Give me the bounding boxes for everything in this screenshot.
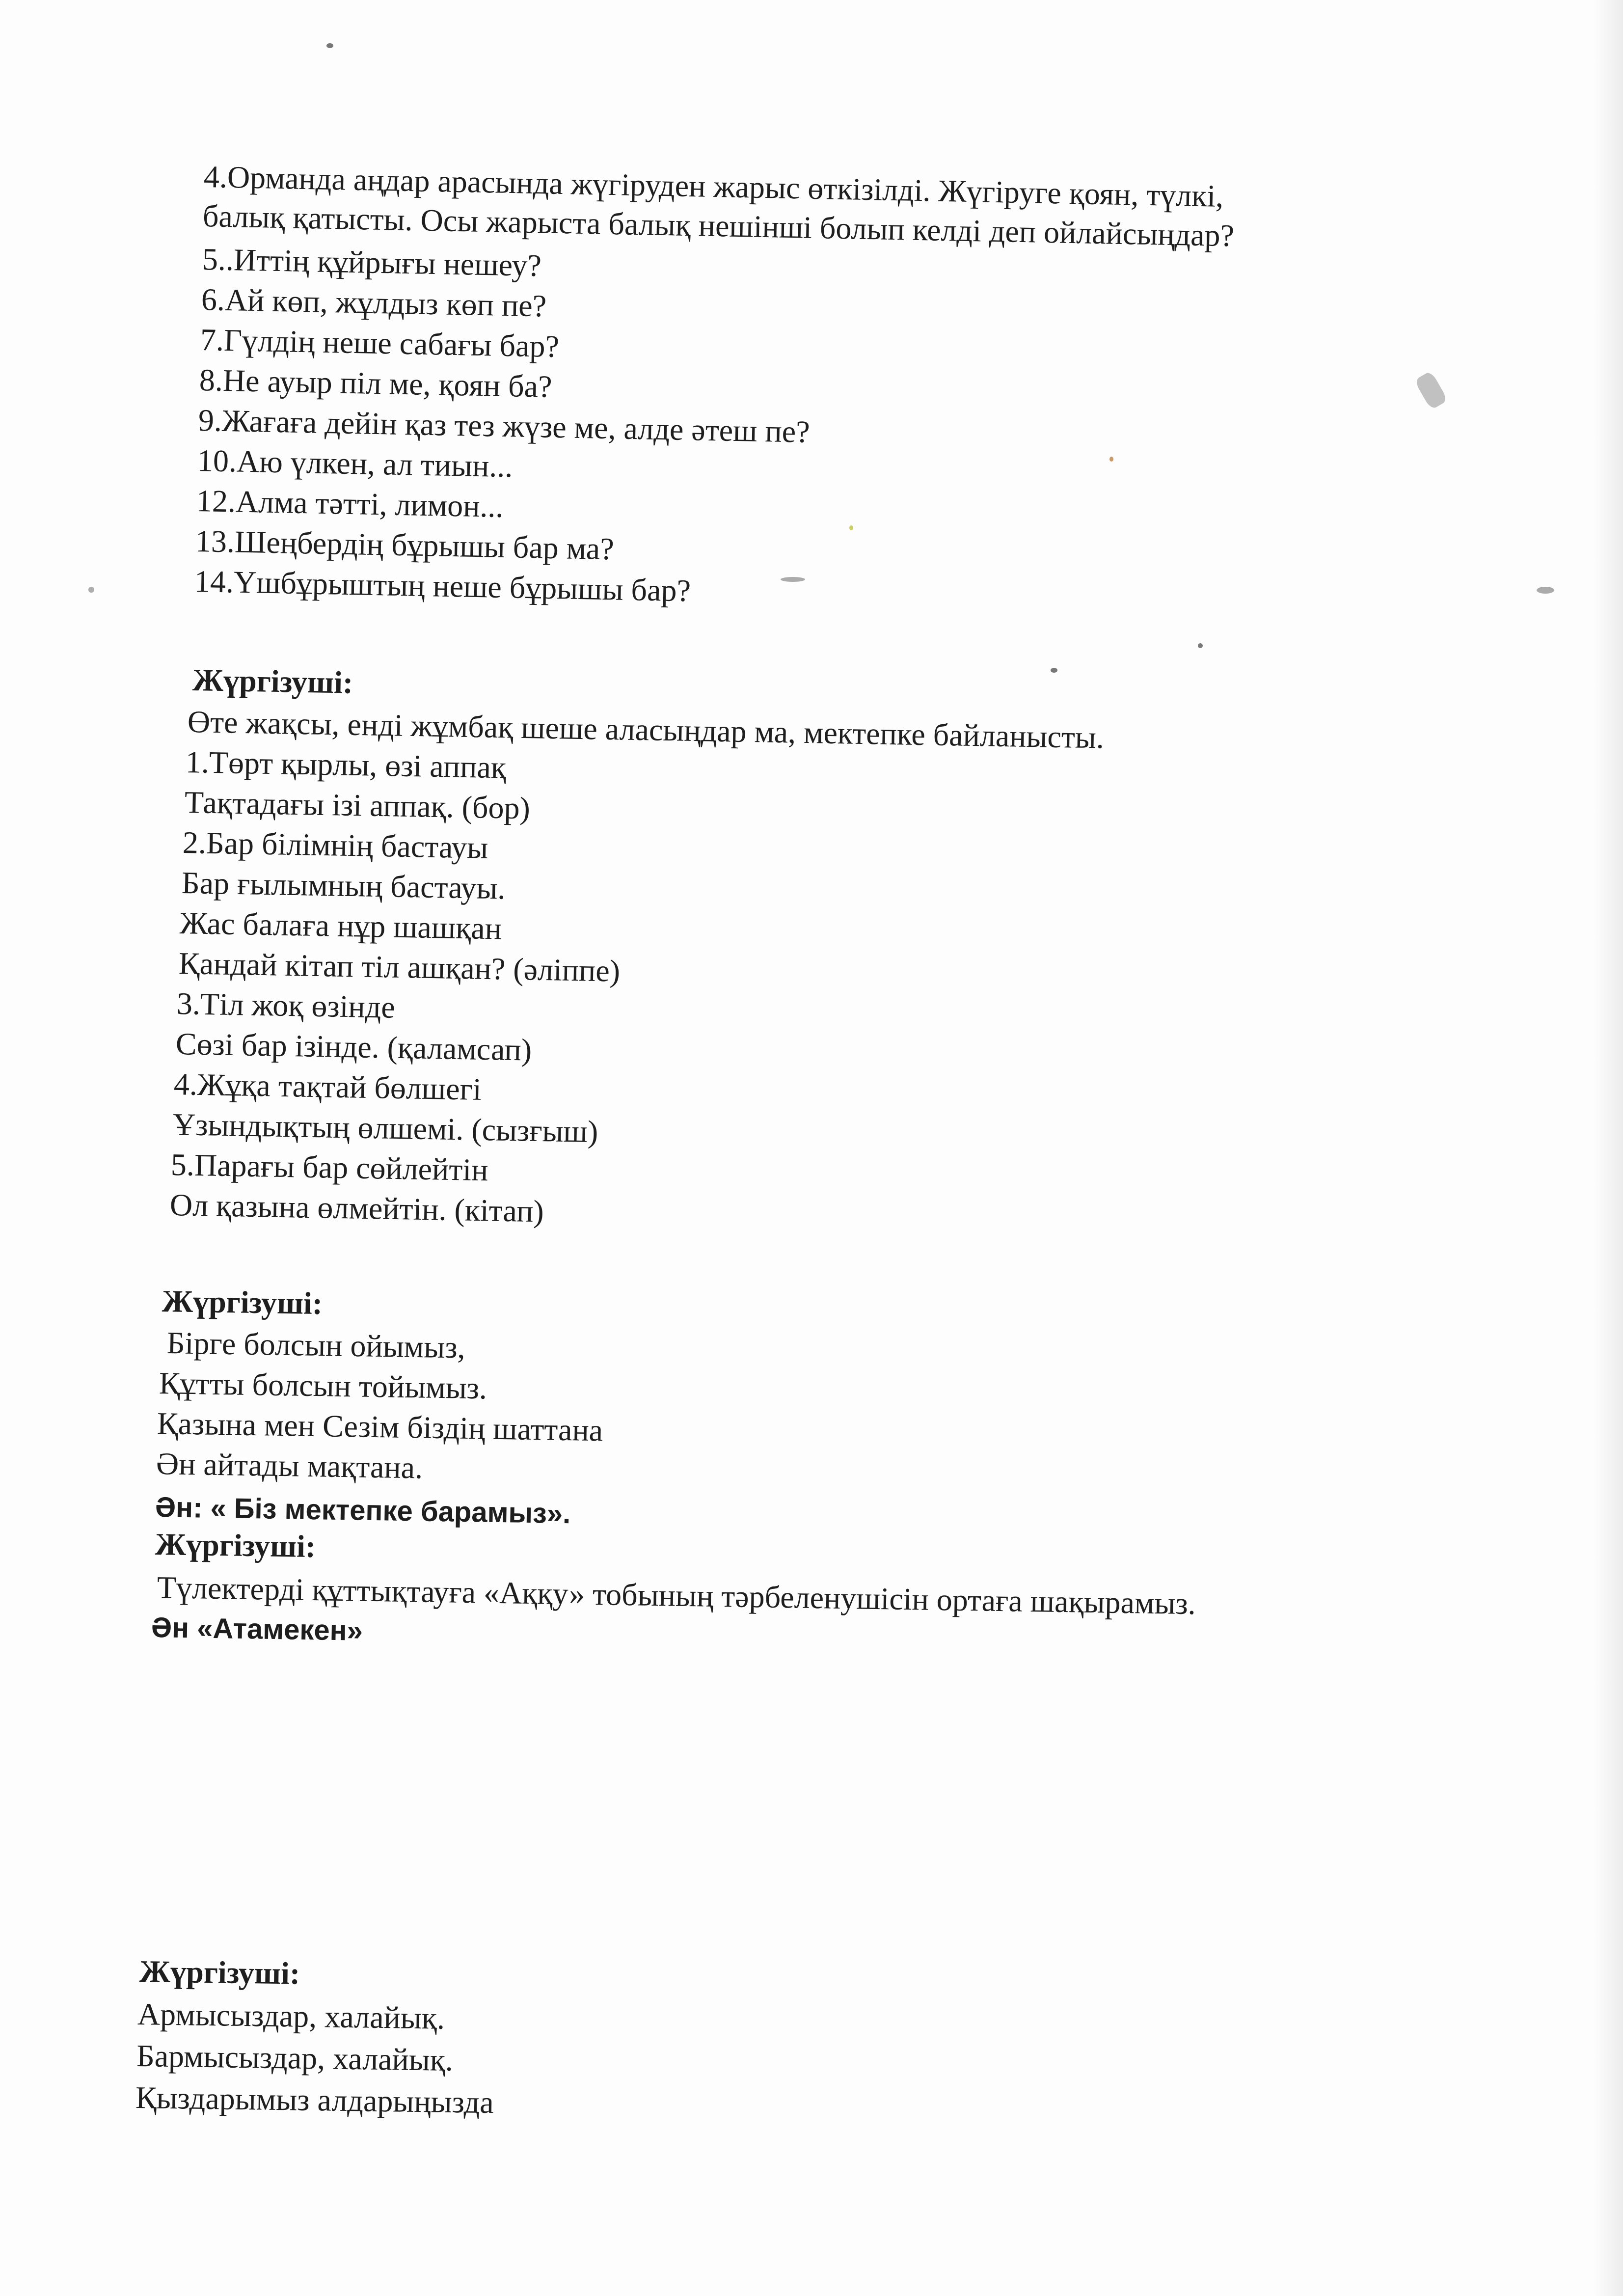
- song-title: Ән: « Біз мектепке барамыз».: [155, 1491, 571, 1530]
- invite-line: Түлектерді құттықтауға «Аққу» тобының тәрбеленушісін ортаға шақырамыз.: [157, 1570, 1196, 1621]
- question-line: 13.Шеңбердің бұрышы бар ма?: [195, 523, 615, 567]
- greeting-line: Бармысыздар, халайық.: [136, 2038, 454, 2078]
- question-line: 4.Орманда аңдар арасында жүгіруден жарыс өткізілді. Жүгіруге қоян, түлкі,: [203, 159, 1224, 214]
- scan-speck: [1537, 587, 1554, 594]
- question-line: 14.Үшбұрыштың неше бұрышы бар?: [194, 564, 691, 608]
- question-line: 8.Не ауыр піл ме, қоян ба?: [199, 362, 553, 404]
- riddle-line: Бар ғылымның бастауы.: [181, 865, 506, 906]
- scan-speck: [1414, 371, 1448, 410]
- verse-line: Қазына мен Сезім біздің шаттана: [157, 1406, 603, 1448]
- question-line: 5..Иттің құйрығы нешеу?: [202, 242, 542, 283]
- greeting-line: Армысыздар, халайық.: [137, 1996, 445, 2036]
- riddle-line: 2.Бар білімнің бастауы: [182, 825, 488, 865]
- riddle-line: 4.Жұқа тақтай бөлшегі: [173, 1066, 482, 1107]
- question-line: 9.Жағаға дейін қаз тез жүзе ме, алде әтеш пе?: [198, 403, 811, 449]
- riddle-line: 5.Парағы бар сөйлейтін: [170, 1147, 489, 1188]
- verse-line: Ән айтады мақтана.: [156, 1446, 423, 1485]
- riddle-line: Ұзындықтың өлшемі. (сызғыш): [172, 1107, 598, 1149]
- greeting-line: Қыздарымыз алдарыңызда: [135, 2080, 494, 2120]
- song-title: Ән «Атамекен»: [151, 1612, 363, 1647]
- question-line: 7.Гүлдің неше сабағы бар?: [200, 322, 560, 364]
- riddle-line: Өте жақсы, енді жұмбақ шеше аласыңдар ма, мектепке байланысты.: [187, 704, 1105, 755]
- scan-speck: [1051, 668, 1057, 673]
- riddle-line: Сөзі бар ізінде. (қаламсап): [175, 1026, 532, 1067]
- scan-speck: [781, 577, 805, 582]
- scan-speck: [1198, 643, 1203, 648]
- presenter-heading: Жүргізуші:: [192, 662, 353, 700]
- scan-speck: [326, 43, 333, 48]
- scan-shadow-edge: [1594, 0, 1623, 2296]
- riddle-line: 1.Төрт қырлы, өзі аппақ: [185, 744, 507, 785]
- riddle-line: 3.Тіл жоқ өзінде: [176, 986, 396, 1025]
- question-line: 12.Алма тәтті, лимон...: [196, 483, 504, 524]
- riddle-line: Жас балаға нұр шашқан: [179, 905, 502, 946]
- question-line: 6.Ай көп, жұлдыз көп пе?: [201, 282, 547, 324]
- scan-speck: [1109, 457, 1113, 462]
- question-line: 10.Аю үлкен, ал тиын...: [197, 443, 514, 484]
- scan-speck: [88, 587, 94, 593]
- scan-speck: [849, 525, 853, 530]
- riddle-line: Ол қазына өлмейтін. (кітап): [169, 1187, 544, 1229]
- presenter-heading: Жүргізуші:: [139, 1954, 300, 1991]
- riddle-line: Қандай кітап тіл ашқан? (әліппе): [178, 946, 621, 988]
- presenter-heading: Жүргізуші:: [162, 1284, 323, 1321]
- verse-line: Құтты болсын тойымыз.: [159, 1366, 487, 1406]
- riddle-line: Тақтадағы ізі аппақ. (бор): [184, 785, 531, 826]
- verse-line: Бірге болсын ойымыз,: [166, 1325, 466, 1365]
- question-line: балық қатысты. Осы жарыста балық нешінші болып келді деп ойлайсыңдар?: [202, 198, 1235, 253]
- presenter-heading: Жүргізуші:: [155, 1527, 316, 1564]
